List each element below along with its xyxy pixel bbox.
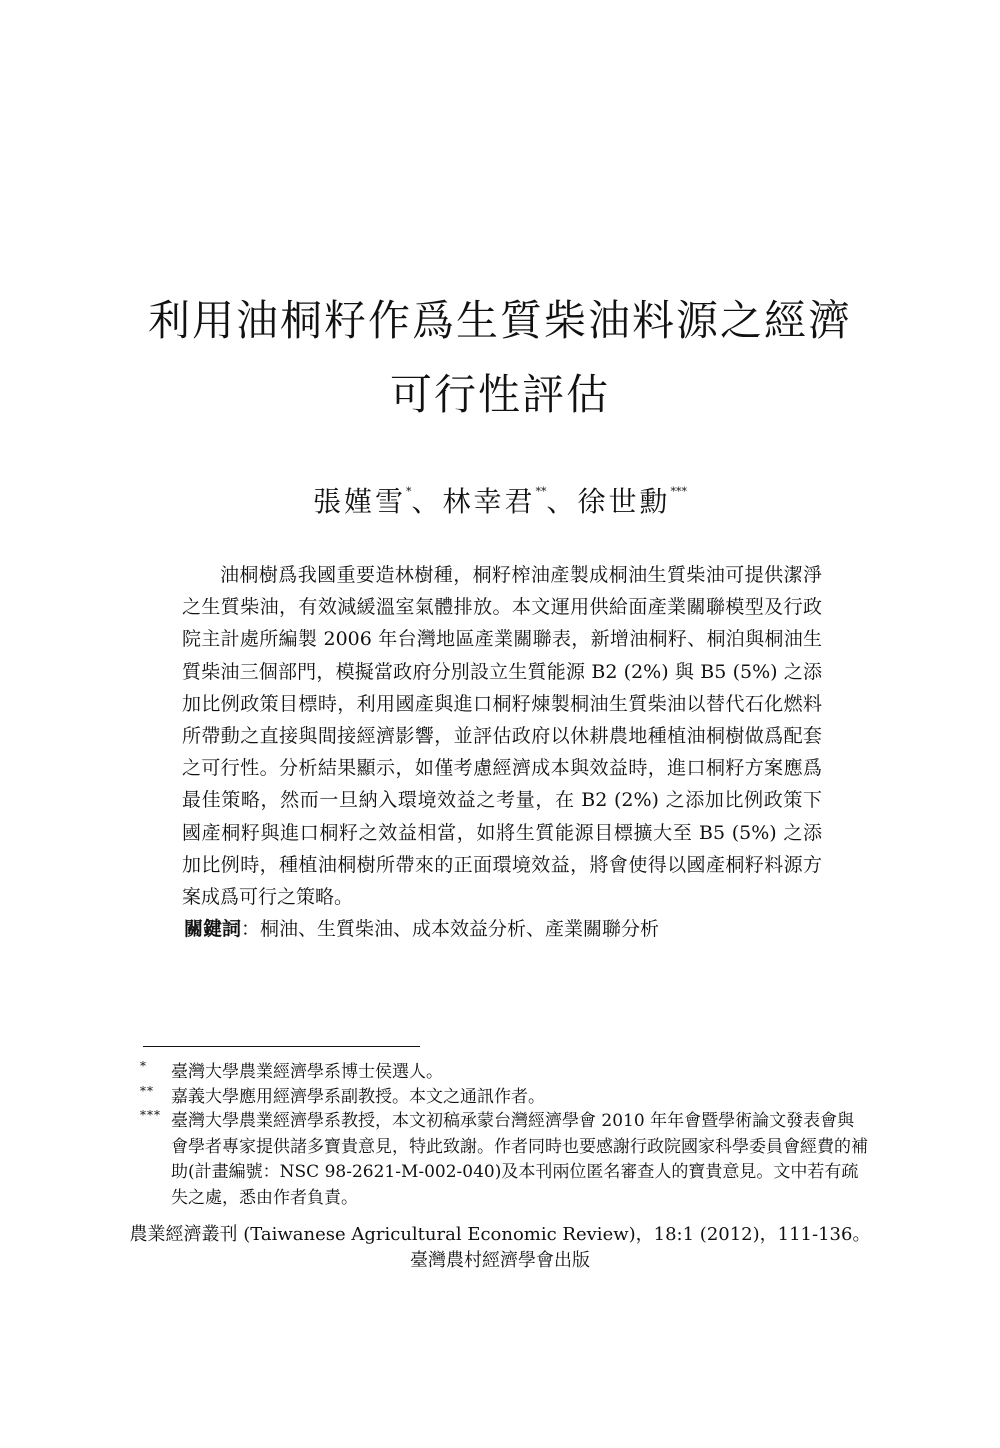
footnote-mark: *** [140,1108,161,1122]
footnote-marker[interactable]: * [405,485,412,498]
author-separator: 、 [411,485,443,518]
author-name: 徐世勳 [577,485,671,518]
keywords-text: 桐油、生質柴油、成本效益分析、產業關聯分析 [260,918,660,940]
keywords [184,913,824,945]
paper-title-line-2: 可行性評估 [389,370,610,419]
footnote-mark: ** [140,1084,154,1098]
footnote [140,1085,870,1111]
author-list [0,480,1000,520]
abstract-paragraph: 油桐樹爲我國重要造林樹種，桐籽榨油產製成桐油生質柴油可提供潔淨之生質柴油，有效減緩溫室氣體排放。本文運用供給面產業關聯模型及行政院主計處所編製 2006 年台灣地區產業關聯表，新增油桐籽、桐泊與桐油生質柴油三個部門，模擬當政府分別設立生質能源 B2 (2%) 與 B5 (5%) 之添加比例政策目標時，利用國產與進口桐籽煉製桐油生質柴油以替代石化燃料所帶動之直接與間接經濟影響，並評估政府以休耕農地種植油桐樹做爲配套之可行性。分析結果顯示，如僅考慮經濟成本與效益時，進口桐籽方案應爲最佳策略，然而一旦納入環境效益之考量，在 B2 (2%) 之添加比例政策下國產桐籽與進口桐籽之效益相當，如將生質能源目標擴大至 B5 (5%) 之添加比例時，種植油桐樹所帶來的正面環境效益，將會使得以國產桐籽料源方案成爲可行之策略。 [182,564,822,909]
author-name: 張嫤雪 [312,485,406,518]
footnote-divider [143,1046,420,1047]
author-separator: 、 [546,485,578,518]
publisher-line: 臺灣農村經濟學會出版 [410,1250,590,1271]
author-name: 林幸君 [442,485,536,518]
footnote [140,1109,870,1211]
keywords-label: 關鍵詞 [184,918,242,940]
footnote-text: 臺灣大學農業經濟學系博士侯選人。 [171,1062,443,1082]
footnote-text: 臺灣大學農業經濟學系教授，本文初稿承蒙台灣經濟學會 2010 年年會暨學術論文發表會與會學者專家提供諸多寶貴意見，特此致謝。作者同時也要感謝行政院國家科學委員會經費的補助(計畫編號：NSC 98-2621-M-002-040)及本刊兩位匿名審查人的寶貴意見。文中若有疏失之處，悉由作者負責。 [171,1111,868,1208]
paper-title-line-1: 利用油桐籽作爲生質柴油料源之經濟 [147,296,852,345]
footnote [140,1060,870,1086]
footnote-marker[interactable]: ** [535,485,547,498]
footnote-text: 嘉義大學應用經濟學系副教授。本文之通訊作者。 [171,1087,545,1107]
journal-citation: 農業經濟叢刊 (Taiwanese Agricultural Economic Review)，18:1 (2012)，111-136。 [129,1224,871,1245]
keywords-separator: ： [241,918,261,940]
footnote-marker[interactable]: *** [670,485,688,498]
footnote-mark: * [140,1059,147,1073]
